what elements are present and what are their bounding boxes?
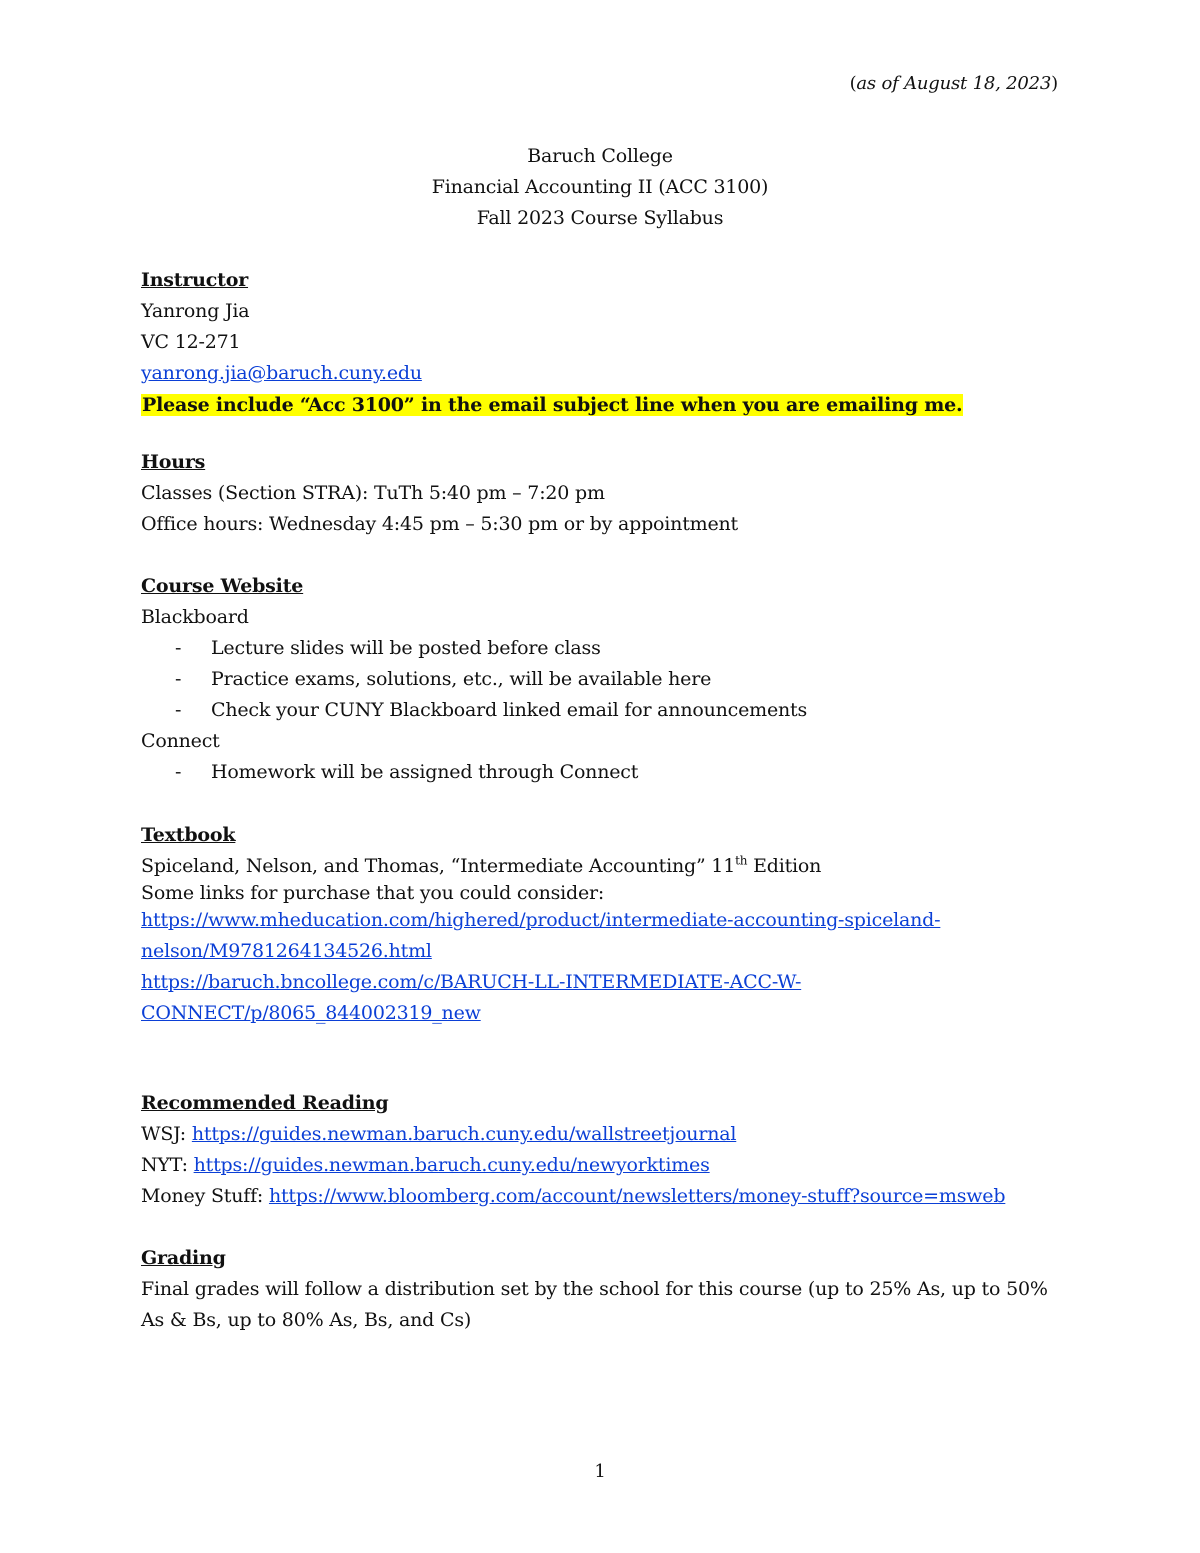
syllabus-title: Fall 2023 Course Syllabus [476,207,724,229]
office-hours: Office hours: Wednesday 4:45 pm – 5:30 pm or by appointment [141,513,738,535]
textbook-citation: Spiceland, Nelson, and Thomas, “Intermediate Accounting” 11th Edition [141,853,822,877]
as-of-date: (as of August 18, 2023) [849,73,1058,94]
reading-item-nyt: NYT: https://guides.newman.baruch.cuny.edu/newyorktimes [141,1154,710,1176]
syllabus-page: (as of August 18, 2023) Baruch College Financial Accounting II (ACC 3100) Fall 2023 Course Syllabus Instructor Yanrong Jia VC 12-271 yanrong.jia@baruch.cuny.edu Please include “Acc 3100” in the email subject line when you are emailing me. Hours Classes (Section STRA): TuTh 5:40 pm – 7:20 pm Office hours: Wednesday 4:45 pm – 5:30 pm or by appointment Course Website Blackboard - Lecture slides will be posted before class - Practice exams, solutions, etc., will be available here - Check your CUNY Blackboard linked email for announcements Connect - Homework will be assigned through Connect Textbook Spiceland, Nelson, and Thomas, “Intermediate Accounting” 11th Edition Some links for purchase that you could consider: https://www.mheducation.com/highered/product/intermediate-accounting-spiceland- nelson/M9781264134526.html https://baruch.bncollege.com/c/BARUCH-LL-INTERMEDIATE-ACC-W- CONNECT/p/8065_844002319_new Recommended Reading WSJ: https://guides.newman.baruch.cuny.edu/wallstreetjournal NYT: https://guides.newman.baruch.cuny.edu/newyorktimes Money Stuff: https://www.bloomberg.com/account/newsletters/money-stuff?source=msweb Grading Final grades will follow a distribution set by the school for this course (up to 25% As, up to 50% As & Bs, up to 80% As, Bs, and Cs) 1 [0,0,1200,1553]
hours-heading: Hours [141,451,206,473]
instructor-email-link[interactable]: yanrong.jia@baruch.cuny.edu [141,362,422,384]
purchase-links-intro: Some links for purchase that you could consider: [141,882,605,904]
bncollege-link[interactable]: https://baruch.bncollege.com/c/BARUCH-LL-INTERMEDIATE-ACC-W- [141,971,802,993]
nyt-link[interactable]: https://guides.newman.baruch.cuny.edu/newyorktimes [193,1154,710,1176]
textbook-heading: Textbook [141,824,236,846]
money-stuff-link[interactable]: https://www.bloomberg.com/account/newsletters/money-stuff?source=msweb [268,1185,1006,1207]
mheducation-link[interactable]: https://www.mheducation.com/highered/product/intermediate-accounting-spiceland- [141,909,941,931]
grading-text-line2: As & Bs, up to 80% As, Bs, and Cs) [141,1309,472,1331]
blackboard-label: Blackboard [141,606,249,628]
institution-title: Baruch College [527,145,673,167]
reading-item-money-stuff: Money Stuff: https://www.bloomberg.com/account/newsletters/money-stuff?source=msweb [141,1185,1006,1207]
connect-label: Connect [141,730,220,752]
instructor-name: Yanrong Jia [141,300,250,322]
wsj-link[interactable]: https://guides.newman.baruch.cuny.edu/wallstreetjournal [191,1123,737,1145]
instructor-heading: Instructor [141,269,249,291]
page-number: 1 [594,1461,606,1482]
course-website-heading: Course Website [141,575,304,597]
mheducation-link-continued[interactable]: nelson/M9781264134526.html [141,940,432,962]
email-subject-note: Please include “Acc 3100” in the email subject line when you are emailing me. [142,394,963,416]
grading-heading: Grading [141,1247,226,1269]
recommended-reading-heading: Recommended Reading [141,1092,389,1114]
instructor-office: VC 12-271 [141,331,241,353]
class-times: Classes (Section STRA): TuTh 5:40 pm – 7:20 pm [141,482,605,504]
bncollege-link-continued[interactable]: CONNECT/p/8065_844002319_new [141,1002,481,1024]
reading-item-wsj: WSJ: https://guides.newman.baruch.cuny.edu/wallstreetjournal [141,1123,737,1145]
grading-text-line1: Final grades will follow a distribution set by the school for this course (up to 25% As, up to 50% [141,1278,1048,1300]
course-title: Financial Accounting II (ACC 3100) [431,176,769,198]
